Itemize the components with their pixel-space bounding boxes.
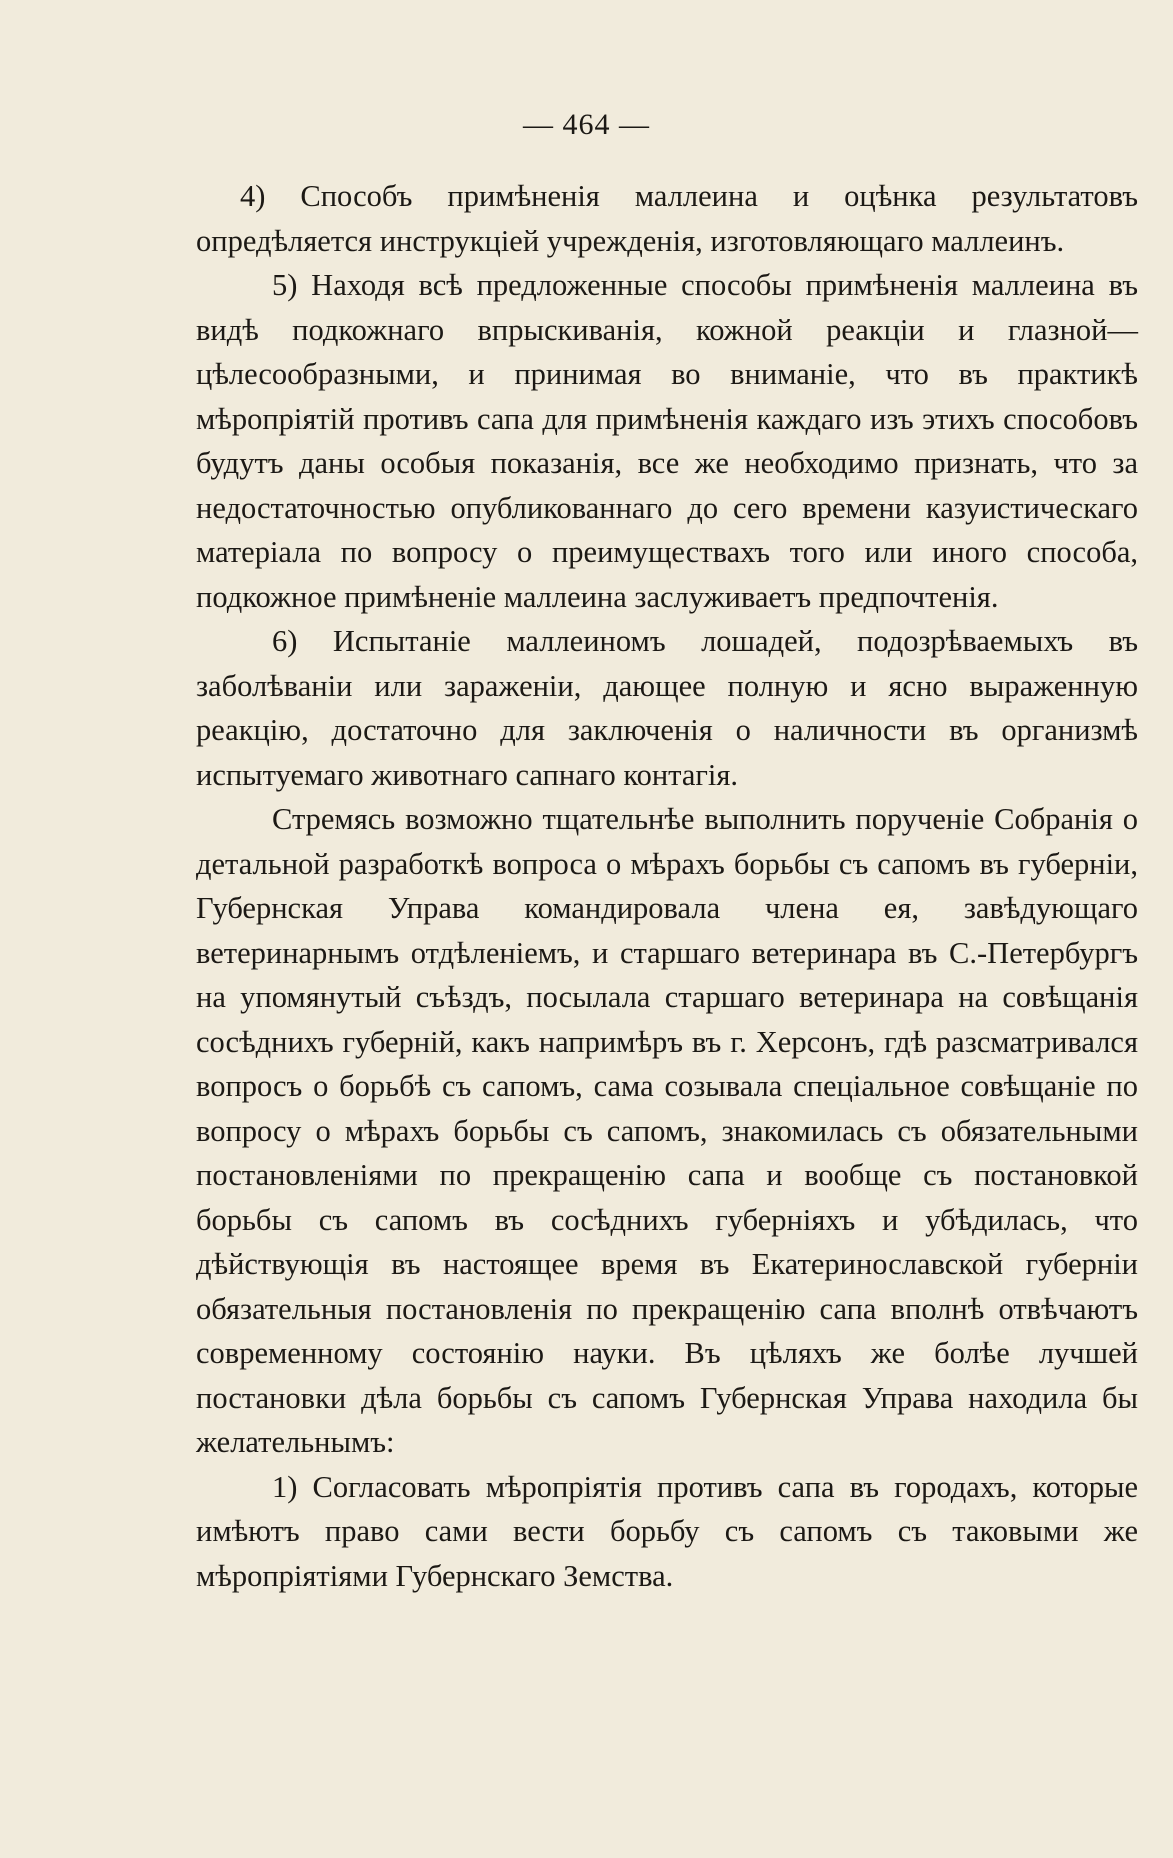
- body-text: [196, 174, 1138, 1598]
- paragraph-item-5: 5) Находя всѣ предложенные способы примѣненія маллеина въ видѣ подкожнаго впрыскиванія, кожной реакціи и глазной—цѣлесообразными, и принимая во вниманіе, что въ практикѣ мѣропріятій противъ сапа для примѣненія каждаго изъ этихъ способовъ будутъ даны особыя показанія, все же необходимо признать, что за недостаточностью опубликованнаго до сего времени казуистическаго матеріала по вопросу о преимуществахъ того или иного способа, подкожное примѣненіе маллеина заслуживаетъ предпочтенія.: [196, 268, 1138, 614]
- paragraph-item-4: 4) Способъ примѣненія маллеина и оцѣнка результатовъ опредѣляется инструкціей учрежденія, изготовляющаго маллеинъ.: [196, 179, 1138, 258]
- paragraph-item-6: 6) Испытаніе маллеиномъ лошадей, подозрѣваемыхъ въ заболѣваніи или зараженіи, дающее полную и ясно выраженную реакцію, достаточно для заключенія о наличности въ организмѣ испытуемаго животнаго сапнаго контагія.: [196, 624, 1138, 792]
- page-number: — 464 —: [523, 108, 650, 141]
- paragraph-provincial-board: Стремясь возможно тщательнѣе выполнить порученіе Собранія о детальной разработкѣ вопроса о мѣрахъ борьбы съ сапомъ въ губерніи, Губернская Управа командировала члена ея, завѣдующаго ветеринарнымъ отдѣленіемъ, и старшаго ветеринара въ С.-Петербургъ на упомянутый съѣздъ, посылала старшаго ветеринара на совѣщанія сосѣднихъ губерній, какъ напримѣръ въ г. Херсонъ, гдѣ разсматривался вопросъ о борьбѣ съ сапомъ, сама созывала спеціальное совѣщаніе по вопросу о мѣрахъ борьбы съ сапомъ, знакомилась съ обязательными постановленіями по прекращенію сапа и вообще съ постановкой борьбы съ сапомъ въ сосѣднихъ губерніяхъ и убѣдилась, что дѣйствующія въ настоящее время въ Екатеринославской губерніи обязательныя постановленія по прекращенію сапа вполнѣ отвѣчаютъ современному состоянію науки. Въ цѣляхъ же болѣе лучшей постановки дѣла борьбы съ сапомъ Губернская Управа находила бы желательнымъ:: [196, 802, 1138, 1459]
- paragraph-item-1: 1) Согласовать мѣропріятія противъ сапа въ городахъ, которые имѣютъ право сами вести борьбу съ сапомъ съ таковыми же мѣропріятіями Губернскаго Земства.: [196, 1469, 1138, 1593]
